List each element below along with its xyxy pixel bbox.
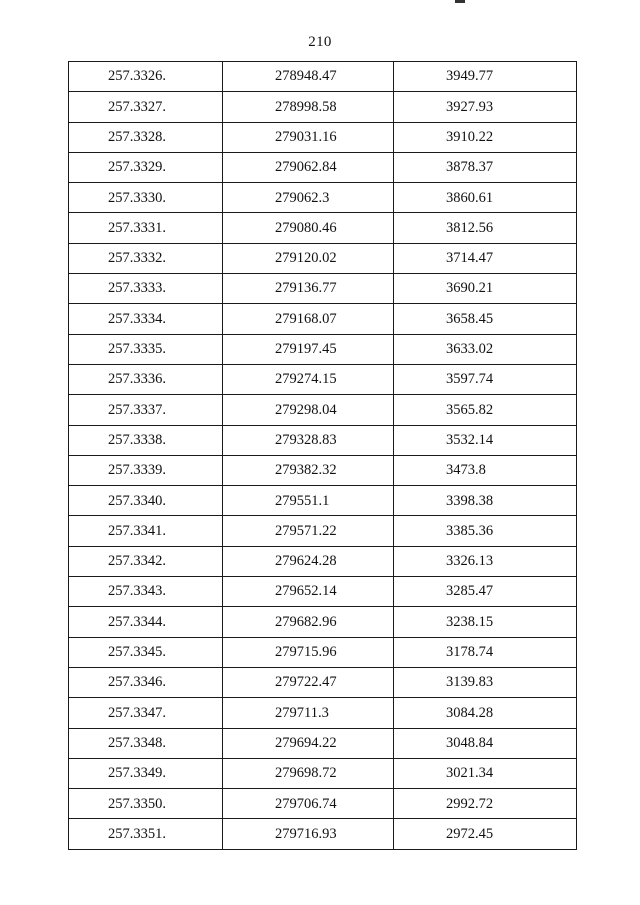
table-row	[69, 334, 577, 364]
y-coordinate-cell: 3910.22	[394, 122, 577, 152]
point-id-cell: 257.3334.	[69, 304, 223, 334]
x-coordinate-cell: 279694.22	[223, 728, 394, 758]
x-coordinate-cell: 279080.46	[223, 213, 394, 243]
table-row	[69, 425, 577, 455]
x-coordinate-cell: 279715.96	[223, 637, 394, 667]
point-id-cell: 257.3327.	[69, 92, 223, 122]
x-coordinate-cell: 279722.47	[223, 667, 394, 697]
x-coordinate-cell: 279274.15	[223, 364, 394, 394]
x-coordinate-cell: 279711.3	[223, 698, 394, 728]
x-coordinate-cell: 279031.16	[223, 122, 394, 152]
point-id-cell: 257.3349.	[69, 758, 223, 788]
table-row	[69, 62, 577, 92]
point-id-cell: 257.3348.	[69, 728, 223, 758]
table-row	[69, 364, 577, 394]
x-coordinate-cell: 279168.07	[223, 304, 394, 334]
x-coordinate-cell: 278948.47	[223, 62, 394, 92]
table-row	[69, 455, 577, 485]
table-row	[69, 243, 577, 273]
x-coordinate-cell: 279706.74	[223, 789, 394, 819]
point-id-cell: 257.3344.	[69, 607, 223, 637]
x-coordinate-cell: 279382.32	[223, 455, 394, 485]
x-coordinate-cell: 279062.84	[223, 152, 394, 182]
x-coordinate-cell: 279624.28	[223, 546, 394, 576]
y-coordinate-cell: 3326.13	[394, 546, 577, 576]
scan-mark	[455, 0, 465, 3]
table-row	[69, 577, 577, 607]
point-id-cell: 257.3332.	[69, 243, 223, 273]
point-id-cell: 257.3346.	[69, 667, 223, 697]
y-coordinate-cell: 3812.56	[394, 213, 577, 243]
point-id-cell: 257.3341.	[69, 516, 223, 546]
x-coordinate-cell: 279328.83	[223, 425, 394, 455]
table-row	[69, 92, 577, 122]
point-id-cell: 257.3343.	[69, 577, 223, 607]
y-coordinate-cell: 3633.02	[394, 334, 577, 364]
y-coordinate-cell: 3927.93	[394, 92, 577, 122]
y-coordinate-cell: 3084.28	[394, 698, 577, 728]
point-id-cell: 257.3329.	[69, 152, 223, 182]
table-row	[69, 486, 577, 516]
point-id-cell: 257.3347.	[69, 698, 223, 728]
x-coordinate-cell: 279298.04	[223, 395, 394, 425]
coordinates-table	[68, 61, 577, 850]
y-coordinate-cell: 3285.47	[394, 577, 577, 607]
table-row	[69, 122, 577, 152]
y-coordinate-cell: 2992.72	[394, 789, 577, 819]
y-coordinate-cell: 3597.74	[394, 364, 577, 394]
y-coordinate-cell: 3385.36	[394, 516, 577, 546]
table-row	[69, 395, 577, 425]
table-row	[69, 728, 577, 758]
x-coordinate-cell: 279716.93	[223, 819, 394, 849]
point-id-cell: 257.3330.	[69, 183, 223, 213]
y-coordinate-cell: 3021.34	[394, 758, 577, 788]
y-coordinate-cell: 3398.38	[394, 486, 577, 516]
x-coordinate-cell: 279551.1	[223, 486, 394, 516]
y-coordinate-cell: 3532.14	[394, 425, 577, 455]
y-coordinate-cell: 3178.74	[394, 637, 577, 667]
point-id-cell: 257.3328.	[69, 122, 223, 152]
y-coordinate-cell: 3690.21	[394, 274, 577, 304]
x-coordinate-cell: 279682.96	[223, 607, 394, 637]
table-row	[69, 546, 577, 576]
table-row	[69, 183, 577, 213]
page-number: 210	[308, 34, 332, 50]
x-coordinate-cell: 279136.77	[223, 274, 394, 304]
point-id-cell: 257.3350.	[69, 789, 223, 819]
y-coordinate-cell: 3473.8	[394, 455, 577, 485]
y-coordinate-cell: 3949.77	[394, 62, 577, 92]
table-row	[69, 637, 577, 667]
point-id-cell: 257.3342.	[69, 546, 223, 576]
y-coordinate-cell: 3565.82	[394, 395, 577, 425]
point-id-cell: 257.3331.	[69, 213, 223, 243]
point-id-cell: 257.3351.	[69, 819, 223, 849]
table-row	[69, 607, 577, 637]
point-id-cell: 257.3326.	[69, 62, 223, 92]
table-row	[69, 304, 577, 334]
y-coordinate-cell: 2972.45	[394, 819, 577, 849]
point-id-cell: 257.3345.	[69, 637, 223, 667]
table-row	[69, 789, 577, 819]
table-row	[69, 667, 577, 697]
point-id-cell: 257.3339.	[69, 455, 223, 485]
x-coordinate-cell: 279197.45	[223, 334, 394, 364]
x-coordinate-cell: 279120.02	[223, 243, 394, 273]
y-coordinate-cell: 3714.47	[394, 243, 577, 273]
point-id-cell: 257.3333.	[69, 274, 223, 304]
y-coordinate-cell: 3860.61	[394, 183, 577, 213]
y-coordinate-cell: 3139.83	[394, 667, 577, 697]
table-row	[69, 819, 577, 849]
y-coordinate-cell: 3048.84	[394, 728, 577, 758]
table-row	[69, 213, 577, 243]
y-coordinate-cell: 3658.45	[394, 304, 577, 334]
table-row	[69, 758, 577, 788]
point-id-cell: 257.3337.	[69, 395, 223, 425]
point-id-cell: 257.3340.	[69, 486, 223, 516]
x-coordinate-cell: 279698.72	[223, 758, 394, 788]
x-coordinate-cell: 279062.3	[223, 183, 394, 213]
y-coordinate-cell: 3878.37	[394, 152, 577, 182]
y-coordinate-cell: 3238.15	[394, 607, 577, 637]
table-row	[69, 698, 577, 728]
x-coordinate-cell: 278998.58	[223, 92, 394, 122]
x-coordinate-cell: 279571.22	[223, 516, 394, 546]
table-body	[69, 62, 577, 850]
point-id-cell: 257.3336.	[69, 364, 223, 394]
table-row	[69, 516, 577, 546]
table-row	[69, 274, 577, 304]
point-id-cell: 257.3338.	[69, 425, 223, 455]
point-id-cell: 257.3335.	[69, 334, 223, 364]
x-coordinate-cell: 279652.14	[223, 577, 394, 607]
table-row	[69, 152, 577, 182]
